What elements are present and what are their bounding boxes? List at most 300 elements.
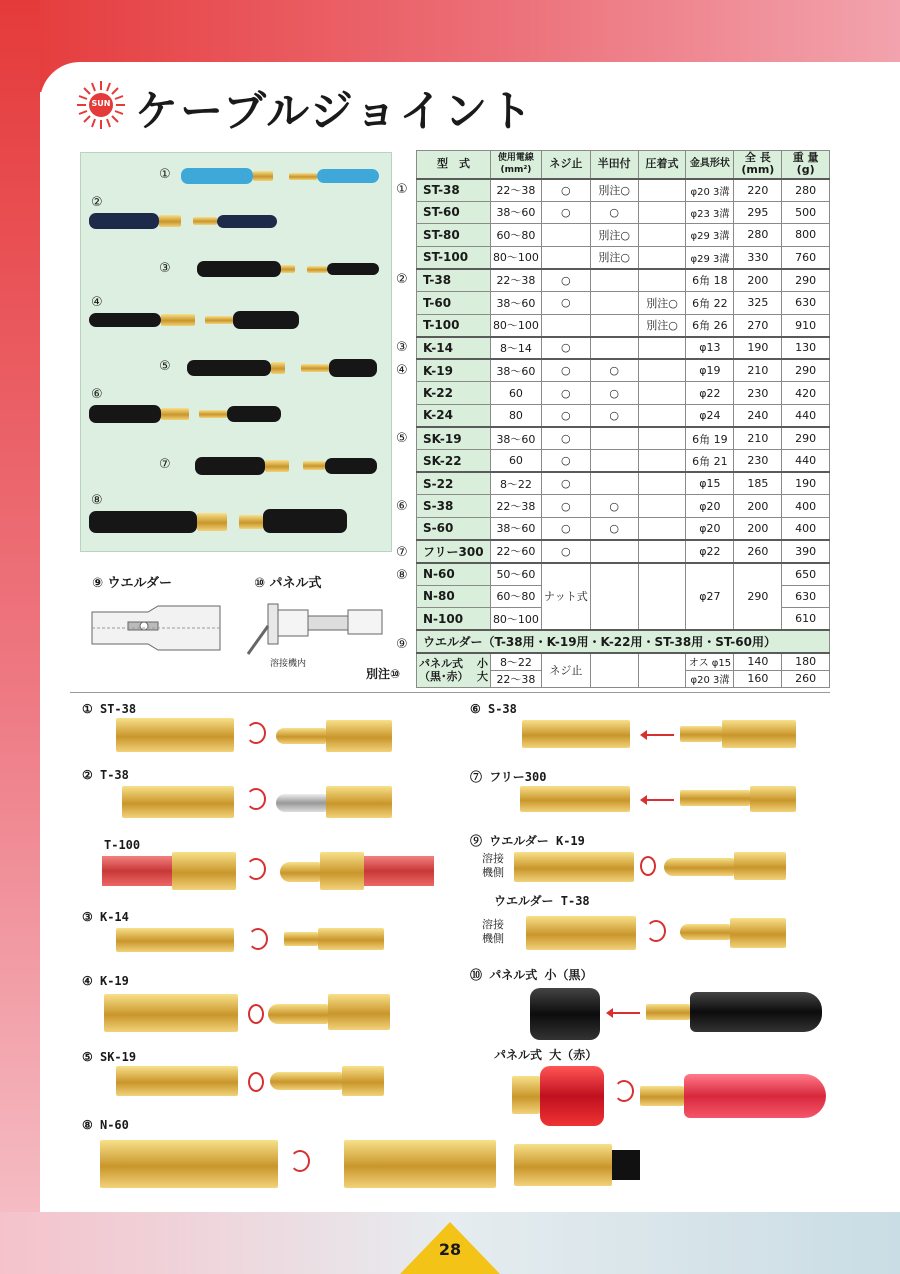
cell-model: ST-80 <box>417 224 491 247</box>
brass-hex-t100b <box>320 852 364 890</box>
arrow-left-icon <box>646 799 674 801</box>
brass-plug-3a <box>281 265 295 273</box>
brass-body-t38 <box>326 786 392 818</box>
cell-screw: ○ <box>541 179 590 202</box>
weld-side-label-1: 溶接機側 <box>482 852 504 879</box>
cell-solder: ○ <box>590 382 638 405</box>
cell-weight: 630 <box>782 585 830 608</box>
header-screw: ネジ止 <box>541 151 590 179</box>
cell-crimp <box>638 404 686 427</box>
cell-crimp <box>638 359 686 382</box>
cell-weight: 650 <box>782 563 830 586</box>
brass-plug-1a <box>253 171 273 181</box>
cell-shape: φ19 <box>686 359 734 382</box>
part-label-t100: T-100 <box>104 838 141 852</box>
cell-crimp <box>638 450 686 473</box>
header-wire: 使用電線(mm²) <box>490 151 541 179</box>
cell-solder <box>590 427 638 450</box>
cell-weight: 130 <box>782 337 830 360</box>
group-number-3: ③ <box>396 340 408 355</box>
table-row <box>417 314 830 337</box>
cell-model: K-14 <box>417 337 491 360</box>
brass-plug-1b <box>289 173 317 180</box>
page-title: ケーブルジョイント <box>135 87 535 137</box>
note-label: 別注⑩ <box>366 667 401 681</box>
cell-length: 200 <box>734 495 782 518</box>
spec-table-body <box>417 179 830 563</box>
cell-model: K-24 <box>417 404 491 427</box>
cell-solder: 別注○ <box>590 246 638 269</box>
brass-plug-7a <box>265 460 289 472</box>
cable-black-3a <box>197 261 281 277</box>
cell-shape: φ29 3溝 <box>686 224 734 247</box>
cell-shape: φ27 <box>686 563 734 631</box>
cable-navy-1 <box>89 213 159 229</box>
cell-solder: 別注○ <box>590 179 638 202</box>
part-label-panel-small: ⑩ パネル式 小（黒） <box>470 968 593 982</box>
cell-solder <box>590 540 638 563</box>
cell-crimp <box>638 427 686 450</box>
cell-length: 290 <box>734 563 782 631</box>
cell-wire: 50～60 <box>490 563 541 586</box>
cell-screw <box>541 314 590 337</box>
cell-shape: φ22 <box>686 540 734 563</box>
cell-weight: 290 <box>782 427 830 450</box>
brass-cone-welder-k19 <box>664 858 734 876</box>
cell-crimp <box>638 563 686 631</box>
product-photo-panel <box>80 152 392 552</box>
cell-crimp <box>638 382 686 405</box>
arrow-left-icon <box>646 734 674 736</box>
table-row <box>417 337 830 360</box>
cell-crimp <box>638 472 686 495</box>
cell-shape: 6角 19 <box>686 427 734 450</box>
brass-terminal-panel-large <box>512 1076 540 1114</box>
part-label-panel-large: パネル式 大（赤） <box>494 1048 598 1062</box>
rotate-arrow-icon <box>246 788 266 810</box>
group-number-6: ⑥ <box>396 499 408 514</box>
header-crimp: 圧着式 <box>638 151 686 179</box>
cell-solder <box>590 472 638 495</box>
table-row <box>417 359 830 382</box>
brass-body-k19 <box>328 994 390 1030</box>
part-label-n60: ⑧ N-60 <box>82 1118 129 1132</box>
cell-screw: ○ <box>541 427 590 450</box>
table-row <box>417 427 830 450</box>
cell-wire: 8～22 <box>490 472 541 495</box>
group-number-8: ⑧ <box>396 568 408 583</box>
brass-body-k14 <box>318 928 384 950</box>
cell-model: T-100 <box>417 314 491 337</box>
table-row <box>417 291 830 314</box>
brass-body-welder-t38 <box>730 918 786 948</box>
cell-model: ST-38 <box>417 179 491 202</box>
cell-weight: 260 <box>782 670 830 687</box>
cell-weight: 500 <box>782 201 830 224</box>
cell-crimp: 別注○ <box>638 314 686 337</box>
cell-wire: 22～60 <box>490 540 541 563</box>
header-model: 型 式 <box>417 151 491 179</box>
brass-plug-4b <box>205 316 233 324</box>
cell-solder: ○ <box>590 517 638 540</box>
table-row <box>417 472 830 495</box>
brass-socket-k14 <box>116 928 234 952</box>
cell-model: フリー300 <box>417 540 491 563</box>
cable-navy-2 <box>217 215 277 228</box>
cell-wire: 8～14 <box>490 337 541 360</box>
part-label-welder-t38: ウエルダー T-38 <box>494 894 590 908</box>
steel-pin-t38 <box>276 794 326 812</box>
panel-size-large: 大 <box>476 670 488 684</box>
cell-shape: 6角 22 <box>686 291 734 314</box>
cable-black-8b <box>263 509 347 533</box>
cell-screw: ○ <box>541 472 590 495</box>
cell-wire: 60 <box>490 382 541 405</box>
cell-weight: 440 <box>782 450 830 473</box>
cable-black-5a <box>187 360 271 376</box>
cell-model: T-38 <box>417 269 491 292</box>
cell-screw: ○ <box>541 337 590 360</box>
cell-length: 260 <box>734 540 782 563</box>
cell-solder <box>590 269 638 292</box>
panel-diagram-label: ⑩ パネル式 <box>254 576 322 591</box>
cable-black-6a <box>89 405 161 423</box>
cell-solder <box>590 314 638 337</box>
cell-model: T-60 <box>417 291 491 314</box>
cell-crimp: 別注○ <box>638 291 686 314</box>
cell-model: S-22 <box>417 472 491 495</box>
cell-crimp <box>638 495 686 518</box>
photo-number-2: ② <box>91 195 103 210</box>
cell-weight: 290 <box>782 359 830 382</box>
header-weight: 重 量(g) <box>782 151 830 179</box>
brass-pin-s38 <box>680 726 722 742</box>
group-number-9: ⑨ <box>396 637 408 652</box>
cell-screw: ○ <box>541 201 590 224</box>
group-number-5: ⑤ <box>396 431 408 446</box>
brass-sleeve-n60 <box>344 1140 496 1188</box>
cell-length: 230 <box>734 450 782 473</box>
cable-black-4b <box>233 311 299 329</box>
cell-screw <box>541 246 590 269</box>
cell-length: 200 <box>734 269 782 292</box>
photo-number-8: ⑧ <box>91 493 103 508</box>
cell-wire: 60～80 <box>490 585 541 608</box>
table-row-panel-small <box>417 653 830 671</box>
cell-shape: φ24 <box>686 404 734 427</box>
cell-screw: ○ <box>541 404 590 427</box>
table-row <box>417 246 830 269</box>
group-number-1: ① <box>396 182 408 197</box>
cable-blue-1 <box>181 168 253 184</box>
brass-body-welder-k19 <box>734 852 786 880</box>
brass-pin-welder-t38 <box>680 924 730 940</box>
cell-length: 210 <box>734 359 782 382</box>
cell-shape: φ23 3溝 <box>686 201 734 224</box>
cell-crimp <box>638 201 686 224</box>
cell-shape: 6角 21 <box>686 450 734 473</box>
brass-socket-st38 <box>116 718 234 752</box>
cable-black-8a <box>89 511 197 533</box>
group-number-2: ② <box>396 272 408 287</box>
red-cable-t100a <box>102 856 172 886</box>
cell-shape: φ22 <box>686 382 734 405</box>
cell-weight: 760 <box>782 246 830 269</box>
cell-panel-model <box>417 653 491 688</box>
cell-length: 185 <box>734 472 782 495</box>
red-cable-t100b <box>364 856 434 886</box>
cell-weight: 610 <box>782 608 830 631</box>
cell-shape: 6角 18 <box>686 269 734 292</box>
cell-length: 230 <box>734 382 782 405</box>
cell-model: K-19 <box>417 359 491 382</box>
brass-socket-n60 <box>100 1140 278 1188</box>
brass-socket-k19 <box>104 994 238 1032</box>
page-number: 28 <box>438 1240 462 1259</box>
cell-screw: ○ <box>541 359 590 382</box>
rotate-arrow-icon <box>248 928 268 950</box>
weld-side-label-2: 溶接機側 <box>482 918 504 945</box>
rotate-arrow-icon <box>246 858 266 880</box>
brass-plug-3b <box>307 266 327 273</box>
cell-solder: ○ <box>590 495 638 518</box>
spec-table-extra <box>417 563 830 688</box>
black-plug-panel-small <box>690 992 822 1032</box>
spring-icon <box>248 1004 264 1024</box>
brass-cone-k19 <box>268 1004 328 1024</box>
cell-weight: 180 <box>782 653 830 671</box>
cell-weight: 440 <box>782 404 830 427</box>
table-row <box>417 517 830 540</box>
cell-solder: 別注○ <box>590 224 638 247</box>
brass-plug-4a <box>161 314 195 326</box>
cell-wire: 8～22 <box>490 653 541 671</box>
part-label-free300: ⑦ フリー300 <box>470 770 547 784</box>
group-number-7: ⑦ <box>396 545 408 560</box>
panel-diagram <box>238 596 388 658</box>
cell-model: N-80 <box>417 585 491 608</box>
cell-wire: 60～80 <box>490 224 541 247</box>
cell-wire: 38～60 <box>490 427 541 450</box>
cell-crimp <box>638 269 686 292</box>
brass-plug-8a <box>197 513 227 531</box>
brass-body-sk19 <box>342 1066 384 1096</box>
header-shape: 金具形状 <box>686 151 734 179</box>
cell-wire: 38～60 <box>490 201 541 224</box>
brass-body-free300 <box>750 786 796 812</box>
cell-weight: 280 <box>782 179 830 202</box>
cell-weight: 190 <box>782 472 830 495</box>
cell-length: 240 <box>734 404 782 427</box>
photo-number-3: ③ <box>159 261 171 276</box>
cell-screw: ○ <box>541 269 590 292</box>
brass-body-st38 <box>326 720 392 752</box>
cell-crimp <box>638 517 686 540</box>
cell-model: N-100 <box>417 608 491 631</box>
cell-solder <box>590 653 638 688</box>
cell-shape: φ20 3溝 <box>686 179 734 202</box>
cell-solder: ○ <box>590 201 638 224</box>
cable-black-3b <box>327 263 379 275</box>
brass-plug-6b <box>199 410 227 418</box>
cell-welder: ウエルダー（T-38用・K-19用・K-22用・ST-38用・ST-60用） <box>417 630 830 653</box>
brass-plug-5b <box>301 364 329 372</box>
cell-crimp <box>638 246 686 269</box>
brass-nut-n60 <box>514 1144 612 1186</box>
table-row <box>417 179 830 202</box>
cell-model: ST-60 <box>417 201 491 224</box>
cell-solder <box>590 563 638 631</box>
cell-length: 295 <box>734 201 782 224</box>
brass-pin-t100 <box>280 862 320 882</box>
cell-model: S-38 <box>417 495 491 518</box>
brass-cone-sk19 <box>270 1072 342 1090</box>
brass-socket-free300 <box>520 786 630 812</box>
cell-length: 220 <box>734 179 782 202</box>
cell-length: 140 <box>734 653 782 671</box>
cell-screw: ○ <box>541 450 590 473</box>
cell-weight: 630 <box>782 291 830 314</box>
cell-model: S-60 <box>417 517 491 540</box>
cell-weight: 910 <box>782 314 830 337</box>
cell-weight: 400 <box>782 517 830 540</box>
cell-weight: 400 <box>782 495 830 518</box>
brass-pin-panel-large <box>640 1086 684 1106</box>
brass-plug-8b <box>239 515 263 529</box>
cell-shape: φ20 <box>686 495 734 518</box>
brass-hex-t100a <box>172 852 236 890</box>
table-row <box>417 382 830 405</box>
part-label-s38: ⑥ S-38 <box>470 702 517 716</box>
cell-crimp <box>638 540 686 563</box>
table-row-welder <box>417 630 830 653</box>
cable-black-7b <box>325 458 377 474</box>
cell-wire: 22～38 <box>490 670 541 687</box>
cell-screw: ○ <box>541 291 590 314</box>
brass-plug-5a <box>271 362 285 374</box>
cell-screw: ○ <box>541 495 590 518</box>
brass-plug-7b <box>303 461 325 470</box>
photo-number-7: ⑦ <box>159 457 171 472</box>
cell-wire: 60 <box>490 450 541 473</box>
panel-model-line2: （黒･赤） <box>419 670 469 684</box>
brass-plug-6a <box>161 408 189 420</box>
cell-weight: 390 <box>782 540 830 563</box>
spec-table <box>416 150 830 688</box>
cell-model: ST-100 <box>417 246 491 269</box>
rotate-arrow-icon <box>614 1080 634 1102</box>
part-label-k19: ④ K-19 <box>82 974 129 988</box>
photo-number-4: ④ <box>91 295 103 310</box>
photo-number-1: ① <box>159 167 171 182</box>
black-cable-n60 <box>612 1150 640 1180</box>
red-plug-panel-large <box>684 1074 826 1118</box>
table-row <box>417 563 830 586</box>
photo-number-5: ⑤ <box>159 359 171 374</box>
cell-crimp <box>638 337 686 360</box>
header-length: 全 長(mm) <box>734 151 782 179</box>
cell-weight: 290 <box>782 269 830 292</box>
photo-number-6: ⑥ <box>91 387 103 402</box>
cell-solder: ○ <box>590 359 638 382</box>
table-row <box>417 404 830 427</box>
rotate-arrow-icon <box>290 1150 310 1172</box>
cell-shape: オス φ15 <box>686 653 734 671</box>
cell-wire: 80～100 <box>490 314 541 337</box>
part-label-k14: ③ K-14 <box>82 910 129 924</box>
brass-socket-sk19 <box>116 1066 238 1096</box>
cell-length: 280 <box>734 224 782 247</box>
part-label-welder-k19: ⑨ ウエルダー K-19 <box>470 834 585 848</box>
table-row <box>417 269 830 292</box>
red-panel-knob <box>540 1066 604 1126</box>
cell-screw <box>541 224 590 247</box>
cell-shape: φ15 <box>686 472 734 495</box>
table-row <box>417 450 830 473</box>
cell-shape: φ20 <box>686 517 734 540</box>
cell-weight: 420 <box>782 382 830 405</box>
spring-icon <box>640 856 656 876</box>
cell-wire: 38～60 <box>490 517 541 540</box>
welder-diagram-label: ⑨ ウエルダー <box>92 576 173 591</box>
cell-length: 160 <box>734 670 782 687</box>
cell-wire: 38～60 <box>490 359 541 382</box>
logo-text: SUN <box>91 99 111 108</box>
brass-body-s38 <box>722 720 796 748</box>
cell-wire: 22～38 <box>490 179 541 202</box>
cell-model: SK-22 <box>417 450 491 473</box>
black-panel-knob <box>530 988 600 1040</box>
part-label-st38: ① ST-38 <box>82 702 137 716</box>
cell-model: SK-19 <box>417 427 491 450</box>
cable-blue-2 <box>317 169 379 183</box>
panel-size-small: 小 <box>476 657 488 671</box>
cell-screw: ○ <box>541 382 590 405</box>
cable-black-5b <box>329 359 377 377</box>
cell-shape: φ20 3溝 <box>686 670 734 687</box>
rotate-arrow-icon <box>646 920 666 942</box>
header-solder: 半田付 <box>590 151 638 179</box>
cell-wire: 80～100 <box>490 608 541 631</box>
brass-socket-s38 <box>522 720 630 748</box>
cell-length: 270 <box>734 314 782 337</box>
arrow-left-icon <box>612 1012 640 1014</box>
cell-weight: 800 <box>782 224 830 247</box>
brass-pin-st38 <box>276 728 326 744</box>
cell-crimp <box>638 179 686 202</box>
cell-screw-nut: ナット式 <box>541 563 590 631</box>
cell-solder <box>590 337 638 360</box>
cell-wire: 80～100 <box>490 246 541 269</box>
rotate-arrow-icon <box>246 722 266 744</box>
cell-shape: φ13 <box>686 337 734 360</box>
cable-black-4a <box>89 313 161 327</box>
brass-lug-welder-k19 <box>514 852 634 882</box>
table-row <box>417 201 830 224</box>
brass-plug-2a <box>159 215 181 227</box>
group-number-4: ④ <box>396 363 408 378</box>
brass-pin-panel-small <box>646 1004 690 1020</box>
cell-shape: 6角 26 <box>686 314 734 337</box>
part-label-sk19: ⑤ SK-19 <box>82 1050 137 1064</box>
cell-model: N-60 <box>417 563 491 586</box>
table-row <box>417 495 830 518</box>
table-row <box>417 540 830 563</box>
cell-length: 325 <box>734 291 782 314</box>
brass-lug-welder-t38 <box>526 916 636 950</box>
section-divider <box>70 692 830 693</box>
cell-shape: φ29 3溝 <box>686 246 734 269</box>
